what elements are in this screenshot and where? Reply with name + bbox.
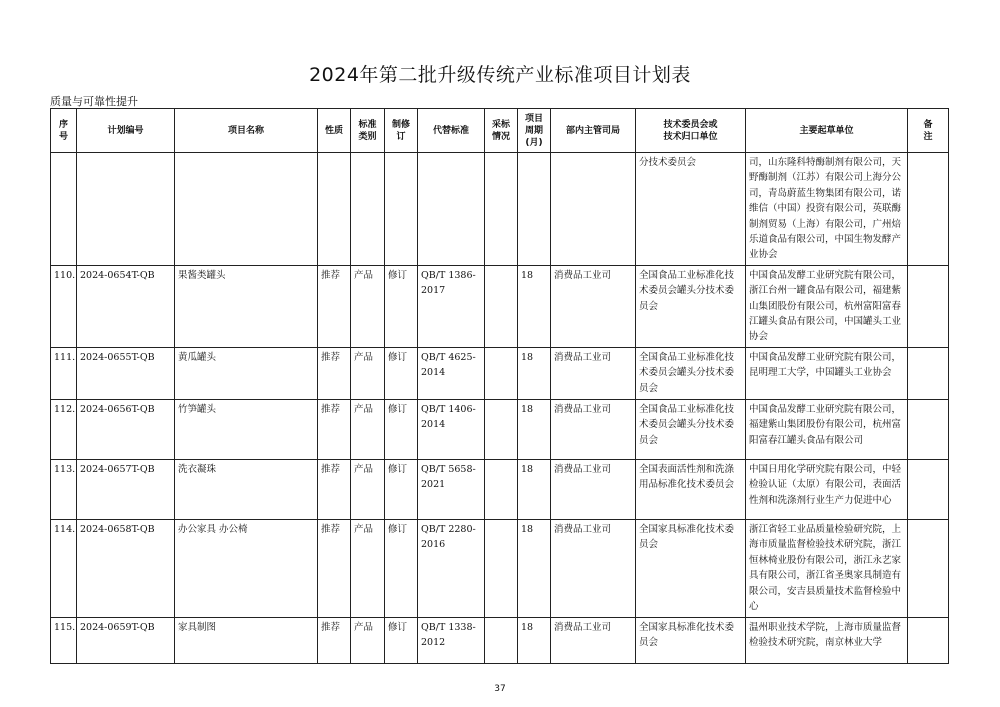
table-row	[51, 265, 949, 347]
cell-project-name: 果酱类罐头	[175, 265, 318, 347]
cell-nature: 推荐	[318, 265, 351, 347]
cell-period: 18	[518, 399, 551, 459]
table-header-row	[51, 109, 949, 153]
cell-replaces: QB/T 2280-2016	[418, 519, 485, 617]
cell-project-name	[175, 153, 318, 266]
header-drafters: 主要起草单位	[746, 109, 908, 153]
cell-replaces: QB/T 1338-2012	[418, 617, 485, 663]
cell-committee: 全国食品工业标准化技术委员会罐头分技术委员会	[636, 399, 746, 459]
cell-adoption	[485, 399, 518, 459]
cell-drafters: 司，山东隆科特酶制剂有限公司，天野酶制剂（江苏）有限公司上海分公司，青岛蔚蓝生物集团有限公司，诺维信（中国）投资有限公司，英联酶制剂贸易（上海）有限公司，广州焙乐道食品有限公司，中国生物发酵产业协会	[746, 153, 908, 266]
cell-committee: 全国表面活性剂和洗涤用品标准化技术委员会	[636, 459, 746, 519]
cell-revision: 修订	[385, 617, 418, 663]
cell-adoption	[485, 459, 518, 519]
cell-note	[908, 265, 949, 347]
header-no: 序 号	[51, 109, 77, 153]
cell-replaces: QB/T 4625-2014	[418, 347, 485, 399]
cell-category	[351, 153, 385, 266]
table-row	[51, 399, 949, 459]
cell-revision: 修订	[385, 265, 418, 347]
table-row	[51, 347, 949, 399]
cell-drafters: 中国食品发酵工业研究院有限公司，浙江台州一罐食品有限公司，福建紫山集团股份有限公司，杭州富阳富春江罐头食品有限公司，中国罐头工业协会	[746, 265, 908, 347]
cell-no: 111.	[51, 347, 77, 399]
cell-category: 产品	[351, 519, 385, 617]
cell-nature	[318, 153, 351, 266]
cell-drafters: 中国食品发酵工业研究院有限公司，福建紫山集团股份有限公司，杭州富阳富春江罐头食品有限公司	[746, 399, 908, 459]
cell-replaces: QB/T 1406-2014	[418, 399, 485, 459]
header-nature: 性质	[318, 109, 351, 153]
page-number: 37	[494, 684, 506, 694]
cell-note	[908, 459, 949, 519]
cell-category: 产品	[351, 459, 385, 519]
cell-department: 消费品工业司	[551, 519, 636, 617]
cell-category: 产品	[351, 265, 385, 347]
cell-no: 114.	[51, 519, 77, 617]
header-plan-number: 计划编号	[77, 109, 175, 153]
table-row	[51, 617, 949, 663]
header-replaces: 代替标准	[418, 109, 485, 153]
header-period: 项目 周期 (月)	[518, 109, 551, 153]
table-row	[51, 459, 949, 519]
cell-period: 18	[518, 265, 551, 347]
cell-replaces	[418, 153, 485, 266]
cell-committee: 分技术委员会	[636, 153, 746, 266]
cell-department	[551, 153, 636, 266]
cell-adoption	[485, 347, 518, 399]
cell-category: 产品	[351, 347, 385, 399]
cell-period: 18	[518, 617, 551, 663]
cell-note	[908, 519, 949, 617]
header-department: 部内主管司局	[551, 109, 636, 153]
header-committee: 技术委员会或 技术归口单位	[636, 109, 746, 153]
cell-note	[908, 399, 949, 459]
cell-adoption	[485, 153, 518, 266]
cell-project-name: 办公家具 办公椅	[175, 519, 318, 617]
cell-nature: 推荐	[318, 519, 351, 617]
cell-project-name: 竹笋罐头	[175, 399, 318, 459]
cell-plan-number: 2024-0655T-QB	[77, 347, 175, 399]
cell-department: 消费品工业司	[551, 617, 636, 663]
cell-committee: 全国家具标准化技术委员会	[636, 519, 746, 617]
cell-adoption	[485, 519, 518, 617]
page-title: 2024年第二批升级传统产业标准项目计划表	[309, 64, 691, 86]
cell-nature: 推荐	[318, 347, 351, 399]
cell-plan-number: 2024-0659T-QB	[77, 617, 175, 663]
cell-replaces: QB/T 5658-2021	[418, 459, 485, 519]
cell-plan-number	[77, 153, 175, 266]
cell-revision: 修订	[385, 399, 418, 459]
header-adoption: 采标 情况	[485, 109, 518, 153]
cell-plan-number: 2024-0658T-QB	[77, 519, 175, 617]
cell-nature: 推荐	[318, 617, 351, 663]
cell-no: 112.	[51, 399, 77, 459]
cell-revision	[385, 153, 418, 266]
header-category: 标准 类别	[351, 109, 385, 153]
cell-project-name: 洗衣凝珠	[175, 459, 318, 519]
table-row	[51, 519, 949, 617]
cell-committee: 全国食品工业标准化技术委员会罐头分技术委员会	[636, 347, 746, 399]
cell-revision: 修订	[385, 459, 418, 519]
cell-department: 消费品工业司	[551, 265, 636, 347]
cell-committee: 全国食品工业标准化技术委员会罐头分技术委员会	[636, 265, 746, 347]
cell-adoption	[485, 265, 518, 347]
cell-period: 18	[518, 347, 551, 399]
cell-drafters: 中国日用化学研究院有限公司，中轻检验认证（太原）有限公司，表面活性剂和洗涤剂行业生产力促进中心	[746, 459, 908, 519]
cell-plan-number: 2024-0656T-QB	[77, 399, 175, 459]
header-note: 备 注	[908, 109, 949, 153]
cell-project-name: 家具制图	[175, 617, 318, 663]
cell-drafters: 浙江省轻工业品质量检验研究院，上海市质量监督检验技术研究院，浙江恒林椅业股份有限公司，浙江永艺家具有限公司，浙江省圣奥家具制造有限公司，安吉县质量技术监督检验中心	[746, 519, 908, 617]
cell-revision: 修订	[385, 519, 418, 617]
cell-period: 18	[518, 519, 551, 617]
cell-committee: 全国家具标准化技术委员会	[636, 617, 746, 663]
cell-drafters: 温州职业技术学院，上海市质量监督检验技术研究院，南京林业大学	[746, 617, 908, 663]
cell-note	[908, 153, 949, 266]
cell-period: 18	[518, 459, 551, 519]
cell-category: 产品	[351, 399, 385, 459]
cell-plan-number: 2024-0657T-QB	[77, 459, 175, 519]
table-row	[51, 153, 949, 266]
cell-category: 产品	[351, 617, 385, 663]
cell-no: 113.	[51, 459, 77, 519]
cell-project-name: 黄瓜罐头	[175, 347, 318, 399]
header-project-name: 项目名称	[175, 109, 318, 153]
cell-department: 消费品工业司	[551, 399, 636, 459]
standards-plan-table	[50, 108, 949, 664]
cell-no: 110.	[51, 265, 77, 347]
cell-department: 消费品工业司	[551, 459, 636, 519]
section-heading: 质量与可靠性提升	[50, 95, 138, 108]
cell-drafters: 中国食品发酵工业研究院有限公司，昆明理工大学，中国罐头工业协会	[746, 347, 908, 399]
cell-nature: 推荐	[318, 459, 351, 519]
cell-nature: 推荐	[318, 399, 351, 459]
cell-department: 消费品工业司	[551, 347, 636, 399]
cell-revision: 修订	[385, 347, 418, 399]
cell-no: 115.	[51, 617, 77, 663]
cell-replaces: QB/T 1386-2017	[418, 265, 485, 347]
cell-adoption	[485, 617, 518, 663]
cell-plan-number: 2024-0654T-QB	[77, 265, 175, 347]
cell-note	[908, 347, 949, 399]
cell-no	[51, 153, 77, 266]
cell-period	[518, 153, 551, 266]
cell-note	[908, 617, 949, 663]
header-revision: 制修 订	[385, 109, 418, 153]
